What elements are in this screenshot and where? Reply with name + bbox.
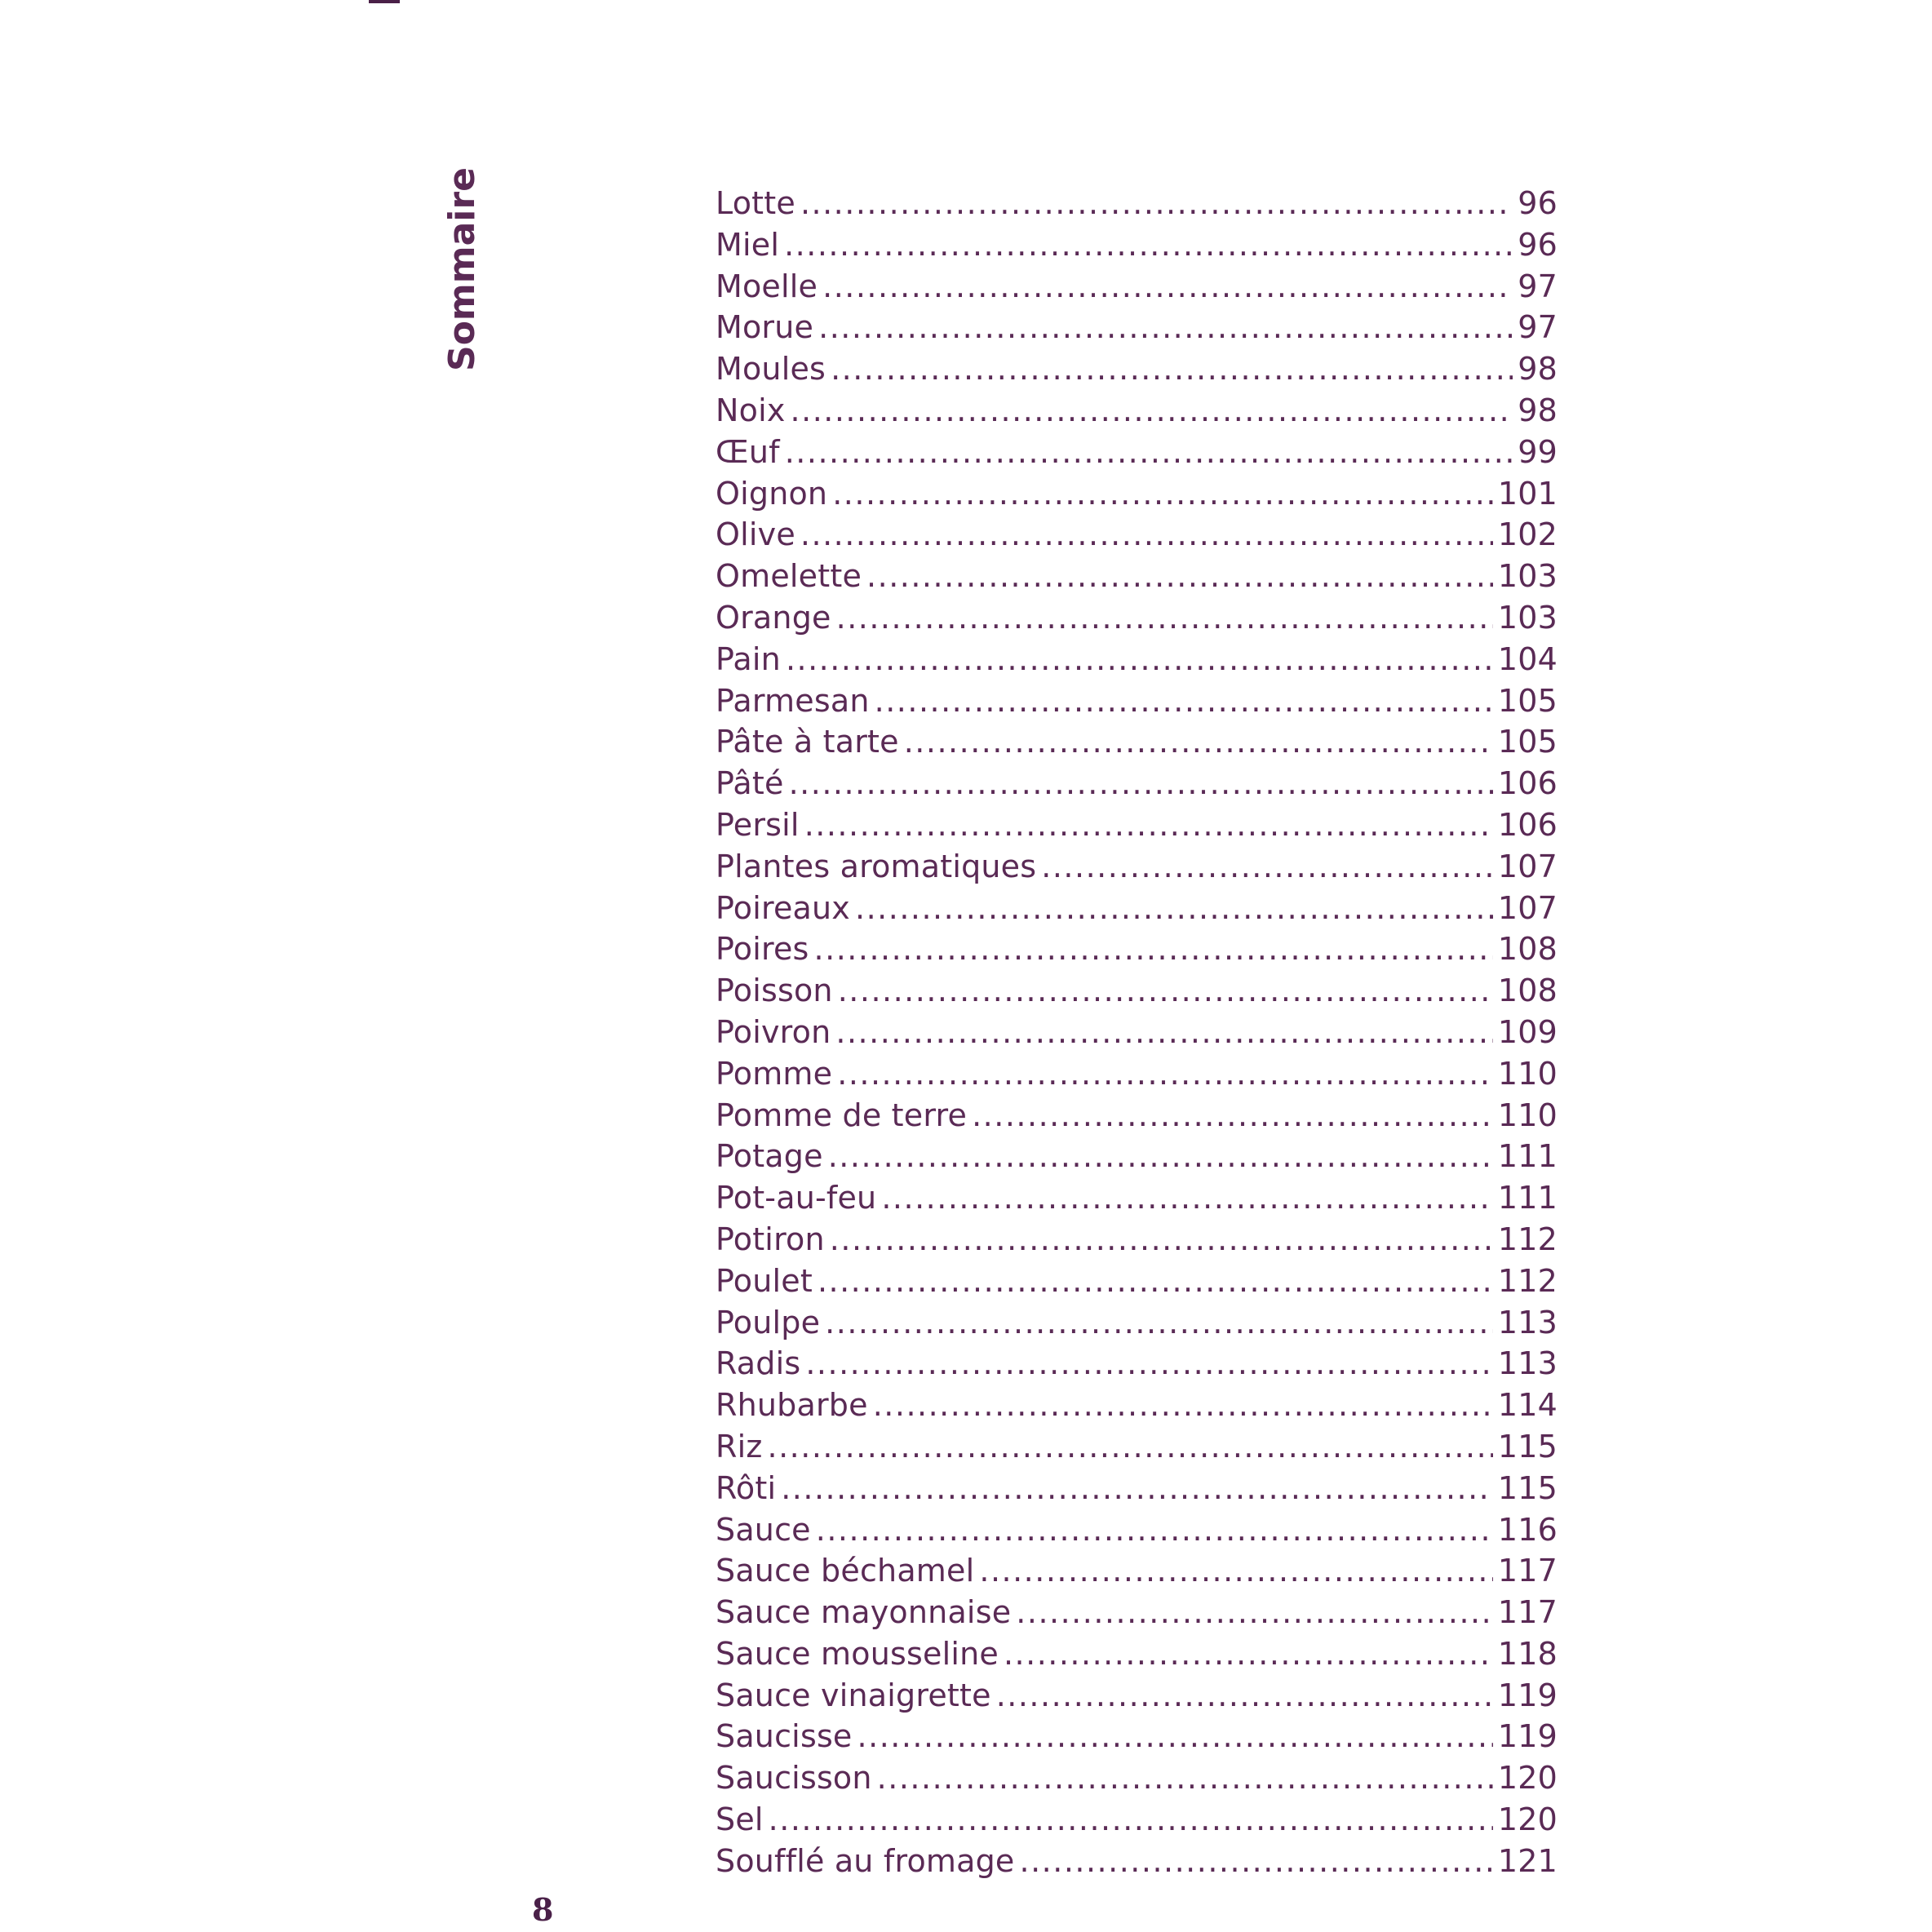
toc-dot-leader bbox=[831, 351, 1513, 387]
toc-entry-page: 110 bbox=[1497, 1055, 1558, 1092]
toc-entry-label: Saucisse bbox=[716, 1718, 853, 1755]
toc-entry bbox=[716, 807, 1558, 849]
toc-entry bbox=[716, 1636, 1558, 1677]
toc-entry bbox=[716, 683, 1558, 724]
toc-entry bbox=[716, 392, 1558, 434]
toc-entry-page: 120 bbox=[1497, 1760, 1558, 1797]
toc-entry-label: Saucisson bbox=[716, 1760, 872, 1797]
toc-entry-label: Olive bbox=[716, 516, 795, 553]
toc-entry bbox=[716, 185, 1558, 227]
toc-entry-page: 99 bbox=[1518, 433, 1558, 470]
toc-entry-label: Pâté bbox=[716, 765, 784, 802]
toc-entry-page: 117 bbox=[1497, 1553, 1558, 1589]
toc-entry-label: Soufflé au fromage bbox=[716, 1842, 1015, 1879]
toc-dot-leader bbox=[1004, 1636, 1493, 1672]
toc-entry-label: Sauce vinaigrette bbox=[716, 1677, 991, 1713]
toc-entry-page: 120 bbox=[1497, 1801, 1558, 1838]
toc-entry-page: 96 bbox=[1518, 226, 1558, 263]
toc-entry-label: Sauce bbox=[716, 1511, 811, 1548]
toc-entry-label: Lotte bbox=[716, 185, 795, 221]
toc-entry-page: 108 bbox=[1497, 973, 1558, 1009]
toc-dot-leader bbox=[836, 600, 1493, 636]
toc-entry-page: 107 bbox=[1497, 889, 1558, 926]
toc-entry-page: 96 bbox=[1518, 185, 1558, 221]
toc-entry bbox=[716, 1387, 1558, 1429]
toc-entry-label: Moelle bbox=[716, 268, 818, 304]
toc-dot-leader bbox=[837, 1056, 1493, 1092]
toc-entry bbox=[716, 1801, 1558, 1843]
toc-entry-page: 103 bbox=[1497, 599, 1558, 636]
toc-dot-leader bbox=[785, 434, 1513, 470]
toc-entry-page: 107 bbox=[1497, 848, 1558, 884]
toc-entry-page: 115 bbox=[1497, 1469, 1558, 1506]
toc-entry-label: Rôti bbox=[716, 1469, 777, 1506]
toc-entry-page: 108 bbox=[1497, 931, 1558, 968]
toc-dot-leader bbox=[800, 185, 1513, 221]
toc-entry bbox=[716, 1345, 1558, 1387]
toc-entry-page: 98 bbox=[1518, 392, 1558, 428]
toc-dot-leader bbox=[784, 227, 1513, 263]
toc-dot-leader bbox=[979, 1553, 1493, 1589]
toc-entry bbox=[716, 1138, 1558, 1180]
toc-entry-label: Pomme bbox=[716, 1055, 833, 1092]
toc-entry-page: 106 bbox=[1497, 765, 1558, 802]
table-of-contents bbox=[716, 185, 1558, 1885]
toc-entry-label: Potiron bbox=[716, 1221, 825, 1257]
toc-entry bbox=[716, 1180, 1558, 1221]
toc-entry bbox=[716, 1097, 1558, 1139]
toc-entry bbox=[716, 600, 1558, 641]
toc-dot-leader bbox=[875, 683, 1493, 719]
toc-entry-page: 101 bbox=[1497, 475, 1558, 512]
toc-entry-label: Rhubarbe bbox=[716, 1387, 868, 1424]
toc-entry-label: Oignon bbox=[716, 475, 828, 512]
toc-entry-label: Plantes aromatiques bbox=[716, 848, 1037, 884]
toc-entry-label: Poulet bbox=[716, 1262, 813, 1299]
toc-entry bbox=[716, 268, 1558, 310]
toc-dot-leader bbox=[786, 641, 1493, 677]
toc-entry bbox=[716, 890, 1558, 932]
toc-dot-leader bbox=[855, 890, 1493, 926]
toc-entry-page: 106 bbox=[1497, 806, 1558, 843]
toc-entry-label: Poisson bbox=[716, 973, 833, 1009]
toc-dot-leader bbox=[825, 1305, 1493, 1340]
toc-entry-page: 119 bbox=[1497, 1718, 1558, 1755]
toc-entry bbox=[716, 1760, 1558, 1801]
toc-entry-label: Orange bbox=[716, 599, 831, 636]
toc-entry-label: Poulpe bbox=[716, 1304, 821, 1340]
toc-entry-label: Moules bbox=[716, 351, 826, 388]
toc-dot-leader bbox=[838, 973, 1493, 1008]
toc-dot-leader bbox=[800, 516, 1493, 552]
toc-entry bbox=[716, 1470, 1558, 1512]
toc-entry bbox=[716, 227, 1558, 268]
toc-entry bbox=[716, 309, 1558, 351]
toc-dot-leader bbox=[818, 1263, 1493, 1299]
toc-entry-label: Parmesan bbox=[716, 682, 870, 719]
toc-entry-page: 119 bbox=[1497, 1677, 1558, 1713]
toc-dot-leader bbox=[768, 1429, 1493, 1465]
toc-dot-leader bbox=[972, 1097, 1493, 1133]
toc-entry-page: 110 bbox=[1497, 1097, 1558, 1133]
toc-entry bbox=[716, 931, 1558, 973]
toc-dot-leader bbox=[1041, 849, 1493, 884]
toc-entry-page: 121 bbox=[1497, 1842, 1558, 1879]
toc-entry-page: 104 bbox=[1497, 640, 1558, 677]
toc-dot-leader bbox=[814, 931, 1493, 967]
toc-entry-page: 113 bbox=[1497, 1304, 1558, 1340]
toc-dot-leader bbox=[816, 1512, 1493, 1548]
toc-dot-leader bbox=[996, 1677, 1493, 1713]
toc-entry-label: Pâte à tarte bbox=[716, 724, 899, 760]
toc-entry bbox=[716, 1512, 1558, 1553]
section-title: Sommaire bbox=[441, 167, 483, 371]
toc-entry-page: 109 bbox=[1497, 1013, 1558, 1050]
toc-dot-leader bbox=[857, 1718, 1493, 1754]
toc-entry-label: Potage bbox=[716, 1138, 823, 1175]
toc-entry-page: 111 bbox=[1497, 1180, 1558, 1216]
toc-entry bbox=[716, 1677, 1558, 1719]
toc-dot-leader bbox=[881, 1180, 1493, 1216]
toc-dot-leader bbox=[804, 807, 1493, 843]
toc-entry bbox=[716, 1718, 1558, 1760]
toc-entry-page: 102 bbox=[1497, 516, 1558, 553]
toc-dot-leader bbox=[873, 1387, 1493, 1423]
toc-entry-label: Omelette bbox=[716, 558, 862, 595]
toc-dot-leader bbox=[781, 1470, 1493, 1506]
toc-entry-page: 97 bbox=[1518, 268, 1558, 304]
toc-entry-label: Sauce béchamel bbox=[716, 1553, 975, 1589]
toc-entry-label: Pot-au-feu bbox=[716, 1180, 877, 1216]
toc-entry-page: 116 bbox=[1497, 1511, 1558, 1548]
toc-entry-label: Sauce mayonnaise bbox=[716, 1594, 1012, 1631]
toc-entry-label: Morue bbox=[716, 309, 814, 346]
toc-dot-leader bbox=[877, 1760, 1493, 1796]
page-number: 8 bbox=[532, 1891, 554, 1928]
toc-entry-label: Œuf bbox=[716, 433, 780, 470]
toc-entry-label: Persil bbox=[716, 806, 800, 843]
toc-entry bbox=[716, 849, 1558, 890]
toc-entry bbox=[716, 641, 1558, 683]
toc-entry bbox=[716, 1221, 1558, 1263]
toc-entry-label: Sauce mousseline bbox=[716, 1635, 999, 1672]
toc-dot-leader bbox=[769, 1801, 1493, 1837]
toc-dot-leader bbox=[830, 1221, 1493, 1257]
toc-dot-leader bbox=[1020, 1843, 1493, 1879]
toc-entry-label: Poivron bbox=[716, 1013, 831, 1050]
toc-entry bbox=[716, 558, 1558, 600]
toc-entry bbox=[716, 351, 1558, 392]
toc-entry-page: 105 bbox=[1497, 682, 1558, 719]
toc-entry-page: 97 bbox=[1518, 309, 1558, 346]
toc-dot-leader bbox=[904, 724, 1493, 760]
toc-dot-leader bbox=[805, 1345, 1493, 1381]
toc-entry-label: Miel bbox=[716, 226, 780, 263]
toc-dot-leader bbox=[835, 1014, 1492, 1050]
toc-dot-leader bbox=[1016, 1594, 1493, 1630]
toc-dot-leader bbox=[789, 765, 1493, 801]
toc-entry bbox=[716, 1553, 1558, 1594]
toc-entry bbox=[716, 1014, 1558, 1056]
toc-entry bbox=[716, 1843, 1558, 1885]
toc-entry-label: Noix bbox=[716, 392, 786, 428]
top-edge-mark bbox=[369, 0, 400, 3]
toc-entry bbox=[716, 973, 1558, 1014]
toc-entry-label: Radis bbox=[716, 1345, 801, 1382]
toc-entry bbox=[716, 516, 1558, 558]
toc-entry-page: 117 bbox=[1497, 1594, 1558, 1631]
toc-dot-leader bbox=[818, 309, 1513, 345]
toc-entry bbox=[716, 765, 1558, 807]
toc-entry-page: 115 bbox=[1497, 1428, 1558, 1465]
toc-entry-page: 114 bbox=[1497, 1387, 1558, 1424]
toc-entry bbox=[716, 1056, 1558, 1097]
toc-entry-label: Sel bbox=[716, 1801, 764, 1838]
toc-dot-leader bbox=[822, 268, 1513, 304]
toc-entry-label: Riz bbox=[716, 1428, 763, 1465]
toc-dot-leader bbox=[828, 1138, 1493, 1174]
toc-entry bbox=[716, 434, 1558, 476]
toc-entry-label: Pomme de terre bbox=[716, 1097, 968, 1133]
toc-entry-label: Poires bbox=[716, 931, 809, 968]
toc-entry-page: 103 bbox=[1497, 558, 1558, 595]
toc-entry-page: 98 bbox=[1518, 351, 1558, 388]
toc-entry-label: Pain bbox=[716, 640, 781, 677]
toc-entry-page: 112 bbox=[1497, 1221, 1558, 1257]
toc-entry-page: 112 bbox=[1497, 1262, 1558, 1299]
toc-entry-page: 118 bbox=[1497, 1635, 1558, 1672]
toc-entry bbox=[716, 1263, 1558, 1305]
toc-entry-page: 111 bbox=[1497, 1138, 1558, 1175]
toc-dot-leader bbox=[791, 392, 1513, 428]
toc-dot-leader bbox=[832, 476, 1493, 512]
toc-dot-leader bbox=[866, 558, 1493, 594]
toc-entry bbox=[716, 1594, 1558, 1636]
toc-entry bbox=[716, 724, 1558, 765]
toc-entry-label: Poireaux bbox=[716, 889, 850, 926]
toc-entry bbox=[716, 1429, 1558, 1470]
toc-entry bbox=[716, 476, 1558, 517]
toc-entry-page: 105 bbox=[1497, 724, 1558, 760]
toc-entry-page: 113 bbox=[1497, 1345, 1558, 1382]
toc-entry bbox=[716, 1305, 1558, 1346]
